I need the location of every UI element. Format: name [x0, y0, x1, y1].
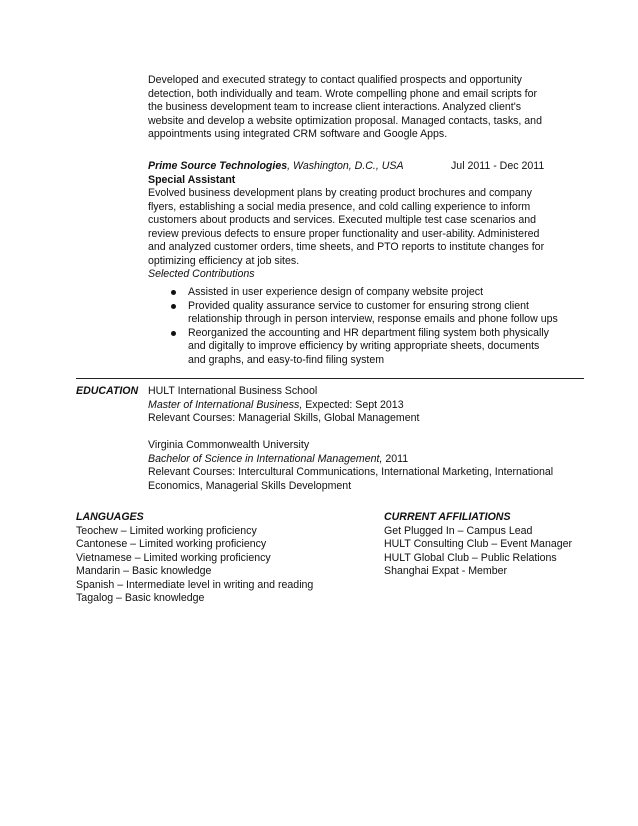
contributions-list	[168, 286, 558, 367]
intro-line: appointments using integrated CRM software and Google Apps.	[148, 128, 448, 140]
education-heading: EDUCATION	[76, 385, 139, 397]
affiliations-section	[384, 511, 572, 579]
education-degree-line	[148, 453, 553, 467]
languages-section	[76, 511, 313, 606]
list-item-line: and graphs, and easy-to-find filing system	[188, 353, 385, 366]
language-item: Vietnamese – Limited working proficiency	[76, 551, 271, 564]
education-date: 2011	[382, 452, 409, 465]
education-section	[148, 385, 553, 493]
affiliation-item: HULT Consulting Club – Event Manager	[384, 538, 573, 550]
job-location: , Washington, D.C., USA	[287, 160, 404, 172]
education-degree-line	[148, 399, 553, 413]
affiliation-item: Shanghai Expat - Member	[384, 565, 508, 577]
intro-line: Developed and executed strategy to contact qualified prospects and opportunity	[148, 74, 522, 86]
bullet-icon	[171, 290, 176, 295]
spacer	[148, 426, 553, 440]
education-school: Virginia Commonwealth University	[148, 439, 310, 451]
section-divider	[76, 378, 584, 379]
education-school: HULT International Business School	[148, 385, 318, 397]
intro-line: detection, both individually and team. Wrote compelling phone and email scripts for	[148, 87, 538, 100]
job-header	[148, 160, 404, 174]
affiliations-heading: CURRENT AFFILIATIONS	[384, 511, 511, 523]
intro-paragraph	[148, 74, 542, 142]
language-item: Mandarin – Basic knowledge	[76, 565, 212, 577]
list-item	[168, 327, 558, 368]
intro-line: the business development team to increase client interactions. Analyzed client's	[148, 101, 522, 113]
contributions-label: Selected Contributions	[148, 268, 255, 280]
list-item-line: Provided quality assurance service to customer for ensuring strong client	[188, 299, 529, 312]
language-item: Tagalog – Basic knowledge	[76, 592, 205, 604]
affiliation-item: HULT Global Club – Public Relations	[384, 551, 557, 564]
language-item: Spanish – Intermediate level in writing and reading	[76, 578, 314, 591]
job-title: Special Assistant	[148, 173, 236, 186]
list-item-line: and digitally to improve efficiency by writing appropriate sheets, documents	[188, 340, 540, 352]
education-degree: Bachelor of Science in International Management,	[148, 452, 383, 465]
job-description-line: Evolved business development plans by creating product brochures and company	[148, 187, 532, 199]
job-description-line: review previous defects to ensure proper functionality and user-ability. Administered	[148, 227, 540, 240]
language-item: Cantonese – Limited working proficiency	[76, 538, 267, 550]
job-description-line: and analyzed customer orders, time sheets, and PTO reports to institute changes for	[148, 241, 545, 253]
list-item	[168, 300, 558, 327]
education-courses: Relevant Courses: Managerial Skills, Global Management	[148, 412, 420, 424]
bullet-icon	[171, 304, 176, 309]
list-item-line: relationship through in person interview, response emails and phone follow ups	[188, 313, 558, 325]
education-courses: Economics, Managerial Skills Development	[148, 479, 352, 492]
job-description-line: flyers, establishing a social media presence, and cold calling experience to inform	[148, 200, 531, 213]
education-courses: Relevant Courses: Intercultural Communications, International Marketing, International	[148, 466, 554, 478]
job-description	[148, 187, 544, 282]
job-dates: Jul 2011 - Dec 2011	[451, 160, 545, 172]
affiliation-item: Get Plugged In – Campus Lead	[384, 524, 533, 537]
list-item-line: Reorganized the accounting and HR department filing system both physically	[188, 326, 549, 339]
language-item: Teochew – Limited working proficiency	[76, 524, 257, 537]
education-date: Expected: Sept 2013	[302, 398, 404, 411]
bullet-icon	[171, 331, 176, 336]
list-item	[168, 286, 558, 300]
languages-heading: LANGUAGES	[76, 511, 144, 523]
job-company: Prime Source Technologies	[148, 160, 288, 172]
education-degree: Master of International Business,	[148, 398, 303, 411]
list-item-line: Assisted in user experience design of company website project	[188, 286, 484, 298]
intro-line: website and develop a website optimization proposal. Managed contacts, tasks, and	[148, 114, 542, 127]
job-description-line: optimizing efficiency at job sites.	[148, 254, 300, 267]
job-description-line: customers about products and services. Executed multiple test case scenarios and	[148, 214, 537, 226]
